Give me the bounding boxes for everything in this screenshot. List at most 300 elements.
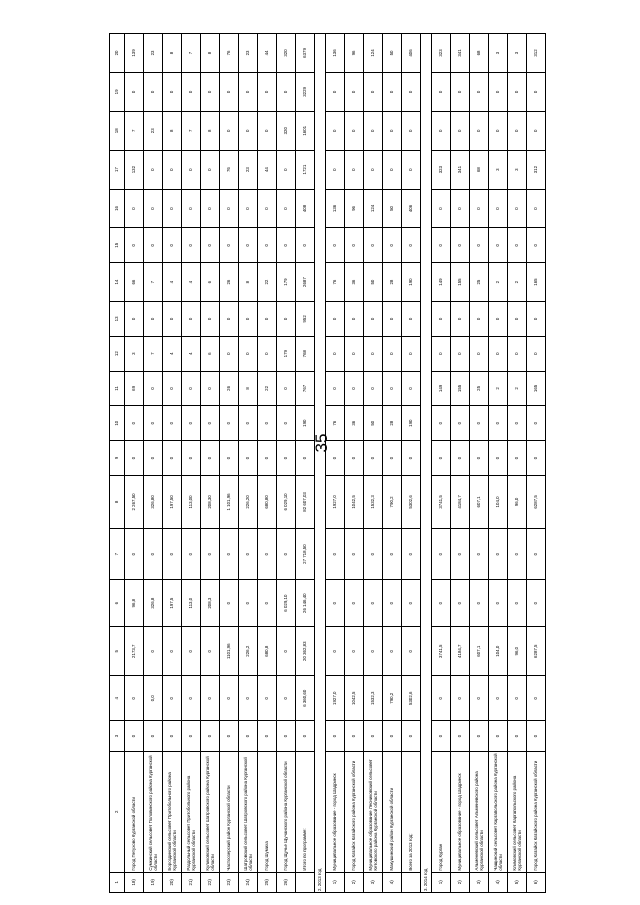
- value-cell: 0: [258, 406, 277, 441]
- value-cell: 44: [258, 150, 277, 189]
- value-cell: 326,8: [144, 580, 163, 627]
- column-number-header: 18: [110, 111, 125, 150]
- value-cell: 0: [383, 72, 402, 111]
- table-row: [125, 34, 144, 893]
- value-cell: 8: [201, 111, 220, 150]
- table-row: [527, 34, 546, 893]
- value-cell: 113,0: [182, 580, 201, 627]
- value-cell: 0: [364, 580, 383, 627]
- value-cell: 0: [451, 111, 470, 150]
- value-cell: 0: [345, 627, 364, 676]
- value-cell: 0: [144, 150, 163, 189]
- value-cell: 0: [470, 676, 489, 721]
- value-cell: 0: [451, 72, 470, 111]
- value-cell: 0: [402, 150, 421, 189]
- column-number-header: 6: [110, 580, 125, 627]
- value-cell: 0: [220, 580, 239, 627]
- value-cell: 0: [489, 336, 508, 371]
- value-cell: 0: [277, 441, 296, 476]
- value-cell: 0: [432, 189, 451, 228]
- value-cell: 0: [182, 150, 201, 189]
- value-cell: 22: [258, 263, 277, 302]
- value-cell: 0: [277, 150, 296, 189]
- value-cell: 0: [258, 676, 277, 721]
- table-row: [451, 34, 470, 893]
- table-row: [364, 34, 383, 893]
- value-cell: 26: [220, 263, 239, 302]
- value-cell: 1042,5: [345, 676, 364, 721]
- value-cell: 0: [163, 302, 182, 337]
- value-cell: 26 146,40: [296, 580, 315, 627]
- value-cell: 0: [383, 302, 402, 337]
- value-cell: 0: [364, 72, 383, 111]
- row-index-cell: [402, 872, 421, 892]
- value-cell: 0: [383, 111, 402, 150]
- value-cell: 0: [220, 189, 239, 228]
- value-cell: 0: [364, 111, 383, 150]
- value-cell: 0: [527, 189, 546, 228]
- value-cell: 0: [508, 302, 527, 337]
- value-cell: 136: [326, 34, 345, 73]
- value-cell: 790,2: [383, 676, 402, 721]
- row-index-cell: 24): [239, 872, 258, 892]
- value-cell: 6 360,60: [296, 676, 315, 721]
- value-cell: 0: [239, 111, 258, 150]
- value-cell: 0: [489, 406, 508, 441]
- value-cell: 104,0: [489, 627, 508, 676]
- row-index-cell: 3): [364, 872, 383, 892]
- value-cell: 768: [296, 336, 315, 371]
- section-header-row: [315, 34, 326, 893]
- value-cell: 76: [326, 263, 345, 302]
- value-cell: 4184,7: [451, 475, 470, 528]
- row-name-cell: Город Катайск Катайского района Курганской области: [527, 751, 546, 872]
- value-cell: 3741,5: [432, 475, 451, 528]
- value-cell: 0: [326, 529, 345, 580]
- value-cell: 0: [201, 302, 220, 337]
- value-cell: 0: [402, 529, 421, 580]
- value-cell: 0: [345, 721, 364, 752]
- column-number-header: 7: [110, 529, 125, 580]
- value-cell: 0: [326, 150, 345, 189]
- value-cell: 607,1: [470, 627, 489, 676]
- value-cell: 0: [489, 228, 508, 263]
- value-cell: 0: [125, 302, 144, 337]
- value-cell: 0: [163, 441, 182, 476]
- value-cell: 136: [326, 189, 345, 228]
- value-cell: 0: [220, 441, 239, 476]
- value-cell: 76: [220, 34, 239, 73]
- value-cell: 323: [432, 150, 451, 189]
- table-row: [326, 34, 345, 893]
- value-cell: 0: [345, 441, 364, 476]
- value-cell: 69: [125, 371, 144, 406]
- value-cell: 0: [527, 406, 546, 441]
- value-cell: 0: [163, 72, 182, 111]
- value-cell: 8: [239, 371, 258, 406]
- value-cell: 0: [527, 580, 546, 627]
- value-cell: 190: [402, 406, 421, 441]
- value-cell: 0: [201, 406, 220, 441]
- value-cell: 0: [432, 529, 451, 580]
- value-cell: 1101,96: [220, 627, 239, 676]
- value-cell: 149: [432, 371, 451, 406]
- value-cell: 0: [451, 441, 470, 476]
- value-cell: 96,8: [125, 580, 144, 627]
- value-cell: 0: [383, 529, 402, 580]
- value-cell: 0: [508, 441, 527, 476]
- value-cell: 0: [277, 529, 296, 580]
- value-cell: 190: [296, 406, 315, 441]
- value-cell: 1532,3: [364, 475, 383, 528]
- value-cell: 50: [364, 406, 383, 441]
- value-cell: 0: [144, 441, 163, 476]
- value-cell: 0: [345, 580, 364, 627]
- column-number-header: 20: [110, 34, 125, 73]
- column-number-header: 15: [110, 228, 125, 263]
- value-cell: 0: [182, 302, 201, 337]
- row-index-cell: 19): [144, 872, 163, 892]
- row-name-cell: Макушинский район Курганской области: [383, 751, 402, 872]
- value-cell: 139: [125, 34, 144, 73]
- row-index-cell: 23): [220, 872, 239, 892]
- value-cell: 179: [277, 336, 296, 371]
- value-cell: 0: [470, 189, 489, 228]
- value-cell: 0: [383, 627, 402, 676]
- value-cell: 0: [125, 529, 144, 580]
- value-cell: 0: [125, 72, 144, 111]
- value-cell: 66: [125, 263, 144, 302]
- row-index-cell: 25): [258, 872, 277, 892]
- value-cell: 0: [163, 721, 182, 752]
- value-cell: 0: [451, 302, 470, 337]
- value-cell: 0: [144, 371, 163, 406]
- value-cell: 0: [258, 228, 277, 263]
- value-cell: 208,3: [201, 580, 220, 627]
- table-row: [296, 34, 315, 893]
- value-cell: 0: [451, 228, 470, 263]
- value-cell: 0: [201, 72, 220, 111]
- value-cell: 6287,5: [527, 627, 546, 676]
- value-cell: 0: [470, 111, 489, 150]
- value-cell: 0: [182, 72, 201, 111]
- value-cell: 0: [402, 72, 421, 111]
- value-cell: 23: [239, 150, 258, 189]
- row-name-cell: Город Курган: [432, 751, 451, 872]
- value-cell: 0: [326, 441, 345, 476]
- value-cell: 0: [144, 302, 163, 337]
- row-index-cell: 4): [383, 872, 402, 892]
- value-cell: 0: [258, 529, 277, 580]
- table-row: [220, 34, 239, 893]
- value-cell: 82 607,03: [296, 475, 315, 528]
- value-cell: 0: [489, 441, 508, 476]
- value-cell: 0: [258, 336, 277, 371]
- value-cell: 0: [527, 228, 546, 263]
- value-cell: 0: [345, 228, 364, 263]
- value-cell: 326,80: [144, 475, 163, 528]
- value-cell: 0: [201, 371, 220, 406]
- row-index-cell: 2): [345, 872, 364, 892]
- value-cell: 0: [402, 302, 421, 337]
- value-cell: 0: [182, 406, 201, 441]
- value-cell: 0: [508, 406, 527, 441]
- section-title: 2. 2013 год: [315, 34, 326, 893]
- row-name-cell: Альменевский сельсовет Альменевского района Курганской области: [470, 751, 489, 872]
- value-cell: 0: [220, 302, 239, 337]
- value-cell: 0: [144, 721, 163, 752]
- value-cell: 0: [345, 72, 364, 111]
- value-cell: 0: [125, 228, 144, 263]
- row-index-cell: 1): [326, 872, 345, 892]
- value-cell: 790,2: [383, 475, 402, 528]
- value-cell: 0: [451, 529, 470, 580]
- value-cell: 4: [182, 263, 201, 302]
- value-cell: 2: [508, 263, 527, 302]
- value-cell: 25: [470, 263, 489, 302]
- value-cell: 406: [402, 34, 421, 73]
- value-cell: 0: [277, 406, 296, 441]
- value-cell: 0: [402, 580, 421, 627]
- row-index-cell: 3): [470, 872, 489, 892]
- row-name-cell: Сумкинский сельсовет Половинского района Курганской области: [144, 751, 163, 872]
- value-cell: 3229: [296, 72, 315, 111]
- value-cell: 607,1: [470, 475, 489, 528]
- value-cell: 5302,6: [402, 676, 421, 721]
- row-index-cell: [296, 872, 315, 892]
- value-cell: 6: [201, 336, 220, 371]
- value-cell: 0: [239, 441, 258, 476]
- value-cell: 0: [125, 406, 144, 441]
- value-cell: 23: [144, 34, 163, 73]
- value-cell: 0: [201, 529, 220, 580]
- value-cell: 0: [364, 302, 383, 337]
- value-cell: 0: [125, 441, 144, 476]
- value-cell: 0: [402, 371, 421, 406]
- value-cell: 0: [383, 150, 402, 189]
- table-row: [402, 34, 421, 893]
- value-cell: 0: [432, 336, 451, 371]
- value-cell: 5302,6: [402, 475, 421, 528]
- value-cell: 0: [258, 111, 277, 150]
- value-cell: 0: [402, 228, 421, 263]
- row-index-cell: 21): [182, 872, 201, 892]
- column-number-header: 16: [110, 189, 125, 228]
- value-cell: 44: [258, 34, 277, 73]
- value-cell: 96,0: [508, 475, 527, 528]
- value-cell: 0: [364, 228, 383, 263]
- value-cell: 0: [220, 72, 239, 111]
- row-name-cell: Климовский сельсовет Каргапольского района Курганской области: [508, 751, 527, 872]
- table-row: [470, 34, 489, 893]
- value-cell: 0: [508, 228, 527, 263]
- value-cell: 0: [402, 441, 421, 476]
- value-cell: 0: [258, 302, 277, 337]
- table-row: [432, 34, 451, 893]
- value-cell: 3: [125, 336, 144, 371]
- value-cell: 0: [239, 228, 258, 263]
- row-name-cell: Бороздинский сельсовет Притобольного района Курганской области: [163, 751, 182, 872]
- value-cell: 2: [489, 371, 508, 406]
- value-cell: 323: [432, 34, 451, 73]
- row-name-cell: Город Петухово Курганской области: [125, 751, 144, 872]
- value-cell: 0: [182, 371, 201, 406]
- value-cell: 0: [326, 721, 345, 752]
- value-cell: 155: [451, 371, 470, 406]
- row-name-cell: Раздольный сельсовет Притобольного района Курганской области: [182, 751, 201, 872]
- value-cell: 27 718,50: [296, 529, 315, 580]
- value-cell: 0: [201, 441, 220, 476]
- value-cell: 0: [125, 676, 144, 721]
- value-cell: 3: [508, 150, 527, 189]
- value-cell: 50: [383, 189, 402, 228]
- rotated-table-wrapper: [109, 33, 539, 893]
- value-cell: 0: [277, 371, 296, 406]
- value-cell: 406: [402, 189, 421, 228]
- value-cell: 0: [432, 302, 451, 337]
- value-cell: 320: [277, 111, 296, 150]
- row-index-cell: 2): [451, 872, 470, 892]
- value-cell: 0: [432, 676, 451, 721]
- value-cell: 0: [345, 371, 364, 406]
- column-number-header: 5: [110, 627, 125, 676]
- value-cell: 0: [364, 371, 383, 406]
- value-cell: 0: [277, 627, 296, 676]
- value-cell: 6379: [296, 34, 315, 73]
- value-cell: 0: [470, 721, 489, 752]
- column-number-header: 17: [110, 150, 125, 189]
- value-cell: 0: [277, 228, 296, 263]
- value-cell: 0: [163, 189, 182, 228]
- value-cell: 0: [489, 72, 508, 111]
- value-cell: 1721: [296, 150, 315, 189]
- value-cell: 0: [364, 627, 383, 676]
- value-cell: 0: [296, 441, 315, 476]
- value-cell: 0: [489, 721, 508, 752]
- value-cell: 0: [432, 721, 451, 752]
- value-cell: 0: [163, 406, 182, 441]
- table-row: [489, 34, 508, 893]
- value-cell: 0: [527, 721, 546, 752]
- value-cell: 0: [345, 302, 364, 337]
- value-cell: 96,0: [508, 627, 527, 676]
- row-index-cell: 18): [125, 872, 144, 892]
- value-cell: 0: [182, 228, 201, 263]
- value-cell: 2687: [296, 263, 315, 302]
- value-cell: 0: [258, 189, 277, 228]
- value-cell: 0: [326, 111, 345, 150]
- value-cell: 0: [470, 336, 489, 371]
- row-name-cell: Город Катайск Катайского района Курганской области: [345, 751, 364, 872]
- value-cell: 2 267,50: [125, 475, 144, 528]
- value-cell: 0: [239, 676, 258, 721]
- value-cell: 0: [326, 72, 345, 111]
- value-cell: 0: [451, 580, 470, 627]
- value-cell: 132: [125, 150, 144, 189]
- value-cell: 0: [527, 441, 546, 476]
- value-cell: 0: [527, 111, 546, 150]
- value-cell: 26: [220, 371, 239, 406]
- row-name-cell: Город Щучье Щучанского района Курганской области: [277, 751, 296, 872]
- value-cell: 0: [364, 150, 383, 189]
- column-number-header: 12: [110, 336, 125, 371]
- value-cell: 6287,5: [527, 475, 546, 528]
- value-cell: 208,30: [201, 475, 220, 528]
- value-cell: 7: [182, 34, 201, 73]
- value-cell: 124: [364, 189, 383, 228]
- value-cell: 0: [239, 189, 258, 228]
- value-cell: 0: [527, 302, 546, 337]
- table-row: [239, 34, 258, 893]
- value-cell: 0: [239, 580, 258, 627]
- page-number: 35: [312, 433, 331, 453]
- table-row: [182, 34, 201, 893]
- value-cell: 0: [432, 72, 451, 111]
- value-cell: 0: [508, 189, 527, 228]
- value-cell: 0: [527, 676, 546, 721]
- value-cell: 28: [383, 406, 402, 441]
- column-number-header: 1: [110, 872, 125, 892]
- value-cell: 0: [163, 676, 182, 721]
- program-table: [109, 33, 546, 893]
- value-cell: 680,8: [258, 627, 277, 676]
- value-cell: 22: [258, 371, 277, 406]
- value-cell: 0: [277, 72, 296, 111]
- value-cell: 8: [163, 111, 182, 150]
- value-cell: 2173,7: [125, 627, 144, 676]
- section-header-row: [421, 34, 432, 893]
- value-cell: 0: [383, 228, 402, 263]
- value-cell: 0: [345, 529, 364, 580]
- table-row: [163, 34, 182, 893]
- value-cell: 1042,5: [345, 475, 364, 528]
- value-cell: 0: [220, 228, 239, 263]
- value-cell: 113,00: [182, 475, 201, 528]
- value-cell: 0: [345, 111, 364, 150]
- value-cell: 0: [402, 336, 421, 371]
- value-cell: 0: [432, 580, 451, 627]
- row-name-cell: Всего за 2013 год:: [402, 751, 421, 872]
- value-cell: 96: [345, 34, 364, 73]
- value-cell: 36: [345, 406, 364, 441]
- value-cell: 3: [489, 150, 508, 189]
- value-cell: 0: [220, 529, 239, 580]
- column-number-header: 3: [110, 721, 125, 752]
- value-cell: 0: [489, 302, 508, 337]
- value-cell: 0: [163, 529, 182, 580]
- value-cell: 0: [432, 228, 451, 263]
- value-cell: 0: [201, 189, 220, 228]
- table-row: [345, 34, 364, 893]
- value-cell: 0: [144, 72, 163, 111]
- value-cell: 0: [383, 336, 402, 371]
- value-cell: 7: [125, 111, 144, 150]
- value-cell: 0: [364, 336, 383, 371]
- value-cell: 0: [258, 580, 277, 627]
- column-number-header: 4: [110, 676, 125, 721]
- value-cell: 0: [326, 627, 345, 676]
- value-cell: 1532,3: [364, 676, 383, 721]
- row-name-cell: Чащинский сельсовет Каргапольского района Курганской области: [489, 751, 508, 872]
- row-index-cell: 22): [201, 872, 220, 892]
- value-cell: 0: [364, 529, 383, 580]
- row-index-cell: 5): [508, 872, 527, 892]
- row-name-cell: Муниципальное образование - город Шадринск: [451, 751, 470, 872]
- table-row: [277, 34, 296, 893]
- value-cell: 1 101,96: [220, 475, 239, 528]
- value-cell: 68: [470, 150, 489, 189]
- table-row: [144, 34, 163, 893]
